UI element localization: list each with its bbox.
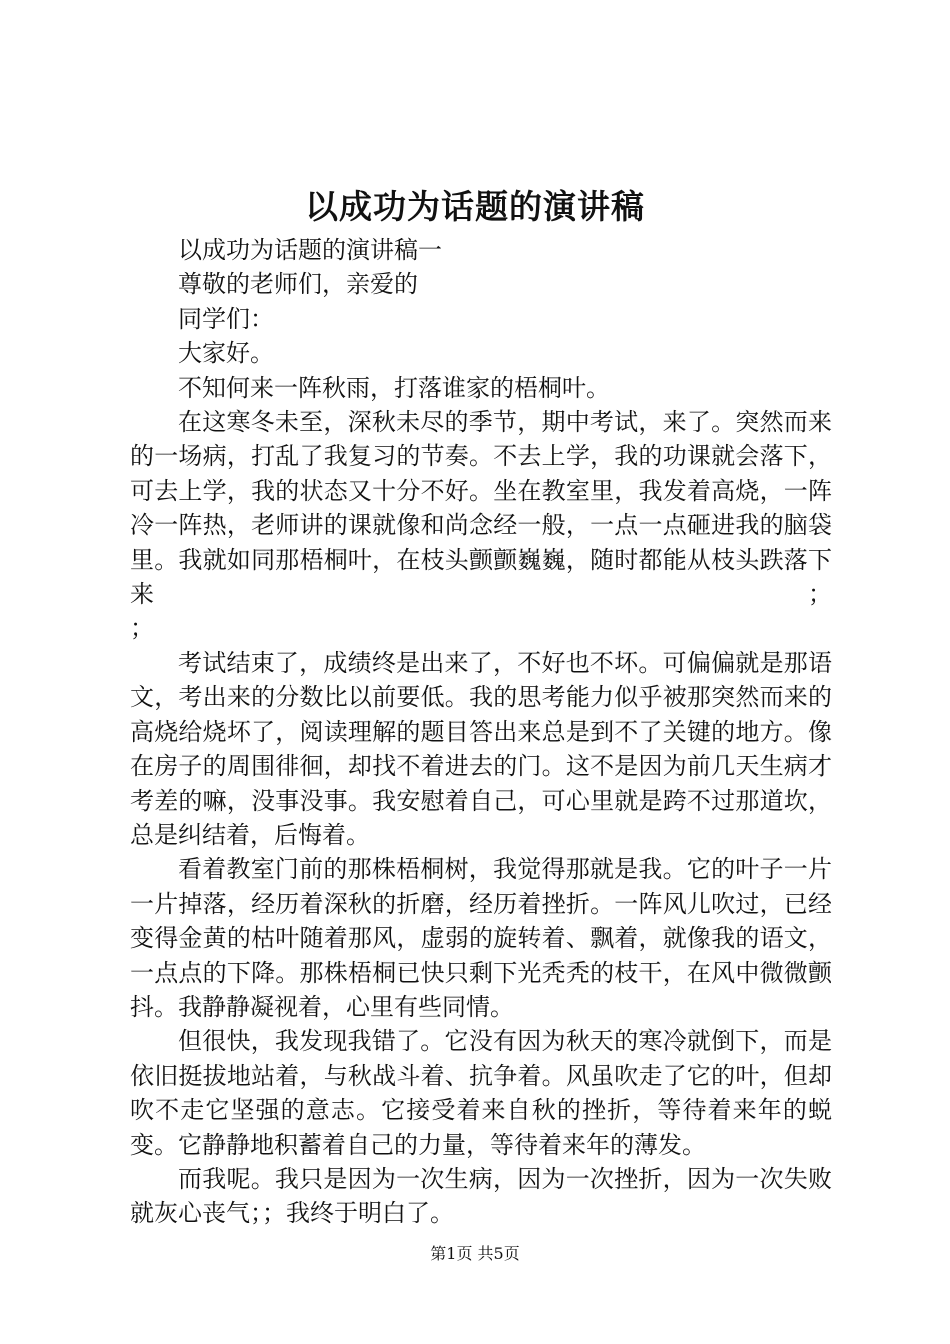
document-title: 以成功为话题的演讲稿 — [305, 187, 645, 226]
paragraph-body: 但很快，我发现我错了。它没有因为秋天的寒冷就倒下，而是依旧挺拔地站着，与秋战斗着、抗争着。风虽吹走了它的叶，但却吹不走它坚强的意志。它接受着来自秋的挫折，等待着来年的蜕变。它静静地积蓄着自己的力量，等待着来年的薄发。 — [130, 1027, 832, 1159]
paragraph-body: 在这寒冬未至，深秋未尽的季节，期中考试，来了。突然而来的一场病，打乱了我复习的节奏。不去上学，我的功课就会落下，可去上学，我的状态又十分不好。坐在教室里，我发着高烧，一阵冷一阵热，老师讲的课就像和尚念经一般，一点一点砸进我的脑袋里。我就如同那梧桐叶，在枝头颤颤巍巍，随时都能从枝头跌落下来； — [130, 408, 832, 609]
paragraph-subtitle: 以成功为话题的演讲稿一 — [178, 236, 442, 264]
paragraph-body: 考试结束了，成绩终是出来了，不好也不坏。可偏偏就是那语文，考出来的分数比以前要低。我的思考能力似乎被那突然而来的高烧给烧坏了，阅读理解的题目答出来总是到不了关键的地方。像在房子的周围徘徊，却找不着进去的门。这不是因为前几天生病才考差的嘛，没事没事。我安慰着自己，可心里就是跨不过那道坎，总是纠结着，后悔着。 — [130, 648, 832, 849]
paragraph-salutation: 尊敬的老师们，亲爱的 — [178, 270, 418, 299]
paragraph-body: ； — [130, 614, 154, 643]
page-number: 第1页 共5页 — [430, 1244, 520, 1263]
document-body — [130, 233, 832, 1231]
paragraph-greeting: 大家好。 — [178, 339, 274, 368]
paragraph-body: 而我呢。我只是因为一次生病，因为一次挫折，因为一次失败就灰心丧气；；我终于明白了。 — [130, 1164, 832, 1228]
paragraph-body: 看着教室门前的那株梧桐树，我觉得那就是我。它的叶子一片一片掉落，经历着深秋的折磨，经历着挫折。一阵风儿吹过，已经变得金黄的枯叶随着那风，虚弱的旋转着、飘着，就像我的语文，一点点的下降。那株梧桐已快只剩下光秃秃的枝干，在风中微微颤抖。我静静凝视着，心里有些同情。 — [130, 855, 832, 1021]
paragraph-opening-line: 不知何来一阵秋雨，打落谁家的梧桐叶。 — [178, 373, 610, 402]
paragraph-salutation-cont: 同学们： — [178, 304, 274, 333]
